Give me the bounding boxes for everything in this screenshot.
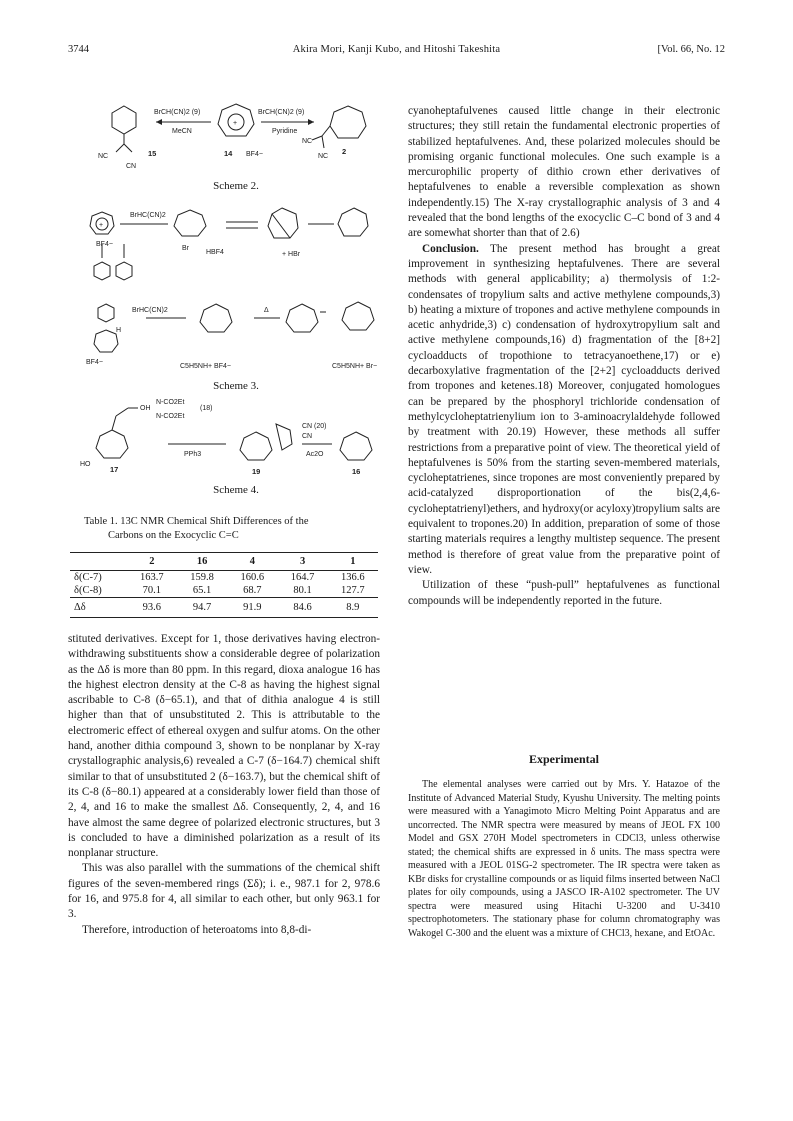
- table-header-cell: 2: [127, 553, 177, 571]
- paragraph: [408, 242, 720, 579]
- byproduct-label: + HBr: [282, 251, 301, 258]
- paragraph: Utilization of these “push-pull” heptafulvenes as functional compounds will be independently reported in the future.: [408, 579, 720, 607]
- scheme-3: [86, 200, 386, 376]
- table-cell: 68.7: [243, 585, 262, 596]
- volume-info: [Vol. 66, No. 12: [657, 44, 725, 55]
- table-cell: 160.6: [240, 572, 265, 583]
- running-header: [68, 44, 725, 60]
- compound-number: 2: [342, 147, 347, 156]
- arrow-head: [308, 119, 314, 125]
- table-cell: 163.7: [140, 572, 164, 583]
- table-cell: 94.7: [177, 598, 227, 618]
- reagent-label: BrHC(CN)2: [130, 212, 166, 219]
- scheme-4-drawing: [76, 396, 386, 480]
- byproduct-label: HBF4: [206, 249, 224, 256]
- reagent-label: BrHC(CN)2: [132, 307, 168, 314]
- compound-15-structure: [112, 106, 136, 152]
- table-cell: 159.8: [190, 572, 214, 583]
- scheme-4: [76, 396, 386, 480]
- scheme-2: [86, 96, 386, 178]
- counterion-label: BF4−: [96, 241, 113, 248]
- table-header-row: [70, 553, 378, 571]
- page-number: 3744: [68, 44, 89, 55]
- table-row: [70, 571, 378, 585]
- compound-number: 14: [224, 149, 233, 158]
- plus-sign: +: [233, 120, 238, 127]
- table-cell: 93.6: [127, 598, 177, 618]
- reagent-label: CN (20): [302, 423, 327, 430]
- reagent-label: N-CO2Et: [156, 399, 185, 406]
- row-label: δ(C-7): [74, 572, 102, 583]
- scheme-4-caption: Scheme 4.: [213, 484, 259, 496]
- conclusion-text: The present method has brought a great improvement in synthesizing heptafulvenes. There are several methods with general applicability; a) thermolysis of 1:2-condensates of tropylium salts and active methylene compounds,3) b) heating a mixture of tropones and active methylene compounds in acetic anhydride,3) c) condensation of hydroxytropylium salt and active methylene compounds,16) d) fragmentation of the [8+2] cycloadducts of tropothione to tetracyanoethene,17) or e) decarboxylative fragmentation of the [2+2] cycloadducts derived from tropones and ketenes.18) Moreover, conjugated homologues can be prepared by the phosphoryl trichloride condensation of methylcycloheptatrienylium ion to 3-aminoacrylaldehyde followed by treatment with 20.19) However, these methods all suffer restrictions from a preparative point of view. The theoretical yield of heptafulvenes is 50% from the starting seven-membered materials, cycloheptatrienes, since tropones are most conveniently prepared by acid-catalyzed disproportionation of the bis(2,4,6-cycloheptatrienyl)ethers, and hydroxy(or acyloxy)tropylium salts are equivalent to tropones.20) In addition, preparation of some of those starting materials requires a lengthy multistep sequence. The present method is therefore of great value from the preparative point of view.: [408, 242, 720, 576]
- counterion-label: BF4−: [86, 359, 103, 366]
- paragraph: cyanoheptafulvenes caused little change in their electronic structures; they still retain the fundamental electronic properties of stabilized heptafulvenes. And, these polarized molecules should be promising organic functional molecules. One such example is a mercurophilic property of dithio crown ether derivatives of heptafulvenes to enable a reversible complexation as shown independently.15) The X-ray crystallographic analysis of 3 and 4 revealed that the bond lengths of the exocyclic C–C bond of 3 and 4 are somewhat shorter than that of 2.6): [408, 105, 720, 240]
- table-cell: 8.9: [328, 598, 378, 618]
- plus-sign: +: [99, 222, 104, 229]
- table-title-line: Carbons on the Exocyclic C=C: [108, 530, 239, 541]
- table-cell: 164.7: [290, 572, 315, 583]
- arrow-head: [156, 119, 162, 125]
- reagent-label: BrCH(CN)2 (9): [154, 109, 201, 116]
- delta-label: Δ: [264, 307, 269, 314]
- table-header-cell: 3: [277, 553, 327, 571]
- table-cell: 65.1: [192, 585, 212, 596]
- table-row: [70, 598, 378, 618]
- row-label: δ(C-8): [74, 585, 102, 596]
- compound-number: 15: [148, 149, 157, 158]
- table-row: [70, 584, 378, 598]
- table-title-line: Table 1. 13C NMR Chemical Shift Differences of the: [84, 516, 309, 527]
- salt-label: C5H5NH+ Br−: [332, 363, 378, 370]
- br-label: Br: [182, 245, 189, 252]
- nc-label: NC: [302, 138, 313, 145]
- experimental-text: The elemental analyses were carried out by Mrs. Y. Hatazoe of the Institute of Advanced Material Study, Kyushu University. The melting points were measured with a Yanagimoto Micro Melting Point Apparatus and are uncorrected. The NMR spectra were measured by means of JEOL FX 100 Model and GSX 270H Model spectrometers in CDCl3, unless otherwise stated; the chemical shifts are expressed in δ units. The mass spectra were measured with a JEOL 01SG-2 spectrometer. The IR spectra were taken as KBr disks for crystalline compounds or as liquid films inserted between NaCl plates for oily compounds, using a JASCO IR-A102 spectrometer. The UV spectra were measured using Hitachi U-3200 and U-3410 spectrophotometers. The stationary phase for column chromatography was Wakogel C-300 and the eluent was a mixture of CHCl3, hexane, and EtOAc.: [408, 779, 720, 939]
- ho-label: HO: [80, 461, 91, 468]
- conclusion-heading: Conclusion.: [422, 242, 479, 255]
- table-cell: 70.1: [142, 585, 162, 596]
- table-cell: 127.7: [341, 585, 365, 596]
- experimental-heading: Experimental: [529, 752, 599, 766]
- compound-2-structure: [312, 106, 366, 148]
- compound-number: 17: [110, 465, 119, 474]
- right-column-text: [408, 104, 720, 609]
- table-header-cell: 16: [177, 553, 227, 571]
- scheme-3-structures: [90, 208, 374, 352]
- left-column-text: [68, 632, 380, 938]
- h-label: H: [116, 327, 122, 334]
- compound-number: 19: [252, 467, 261, 476]
- running-authors: Akira Mori, Kanji Kubo, and Hitoshi Takeshita: [292, 44, 501, 55]
- reagent-label: PPh3: [184, 451, 202, 458]
- nc-label: NC: [318, 153, 329, 160]
- reagent-label: CN: [302, 433, 313, 440]
- reagent-label: MeCN: [172, 128, 192, 135]
- counterion-label: BF4−: [246, 151, 263, 158]
- cn-label: CN: [126, 163, 137, 170]
- salt-label: C5H5NH+ BF4−: [180, 363, 231, 370]
- reagent-label: Pyridine: [272, 128, 298, 135]
- scheme-2-drawing: [86, 96, 386, 178]
- paragraph: stituted derivatives. Except for 1, those derivatives having electron-withdrawing substituents show a considerable degree of polarization as the Δδ is more than 80 ppm. In this regard, dioxa analogue 16 has the highest electron density at the C-8 as having the highest signal ascribable to C-8 (δ−65.1), and that of dithia analogue 4 is still higher than that of unsubstituted 2. This is attributable to the electromeric effect of ethereal oxygen and sulfur atoms. On the other hand, another dithia compound 3, shown to be nonplanar by X-ray crystallographic analysis,6) revealed a C-7 (δ−164.7) chemical shift similar to that of unsubstituted 2 (δ−163.7), but the chemical shift of its C-8 (δ−80.1) appeared at a considerably lower field than those of 2, 4, and 16 to make the smallest Δδ. Consequently, 2, 4, and 16 have almost the same degree of polarized electronic structures, but 3 is concluded to have a diminished polarization as a result of its nonplanar structure.: [68, 633, 380, 860]
- reagent-label: BrCH(CN)2 (9): [258, 109, 305, 116]
- table-cell: 91.9: [227, 598, 277, 618]
- nc-label: NC: [98, 153, 109, 160]
- nmr-table: [70, 552, 378, 618]
- reagent-number: (18): [200, 405, 213, 412]
- table-cell: 84.6: [277, 598, 327, 618]
- table-1-title: [84, 515, 384, 543]
- table-header-cell: 4: [227, 553, 277, 571]
- paragraph: This was also parallel with the summations of the chemical shift figures of the seven-membered rings (Σδ); i. e., 987.1 for 2, 978.6 for 16, and 975.8 for 4, all similar to each other, but only 963.1 for 3.: [68, 862, 380, 921]
- scheme-2-caption: Scheme 2.: [213, 180, 259, 192]
- table-cell: 80.1: [293, 585, 312, 596]
- table-header-cell: 1: [328, 553, 378, 571]
- table-header-cell: [70, 553, 127, 571]
- table-cell: 136.6: [341, 572, 365, 583]
- reagent-label: N-CO2Et: [156, 413, 185, 420]
- reagent-label: Ac2O: [306, 451, 324, 458]
- row-label: Δδ: [70, 598, 127, 618]
- paragraph: Therefore, introduction of heteroatoms into 8,8-di-: [82, 923, 312, 936]
- scheme-3-caption: Scheme 3.: [213, 380, 259, 392]
- scheme-3-drawing: [86, 200, 386, 376]
- compound-number: 16: [352, 467, 361, 476]
- scheme-4-structures: [96, 408, 372, 460]
- oh-label: OH: [140, 405, 151, 412]
